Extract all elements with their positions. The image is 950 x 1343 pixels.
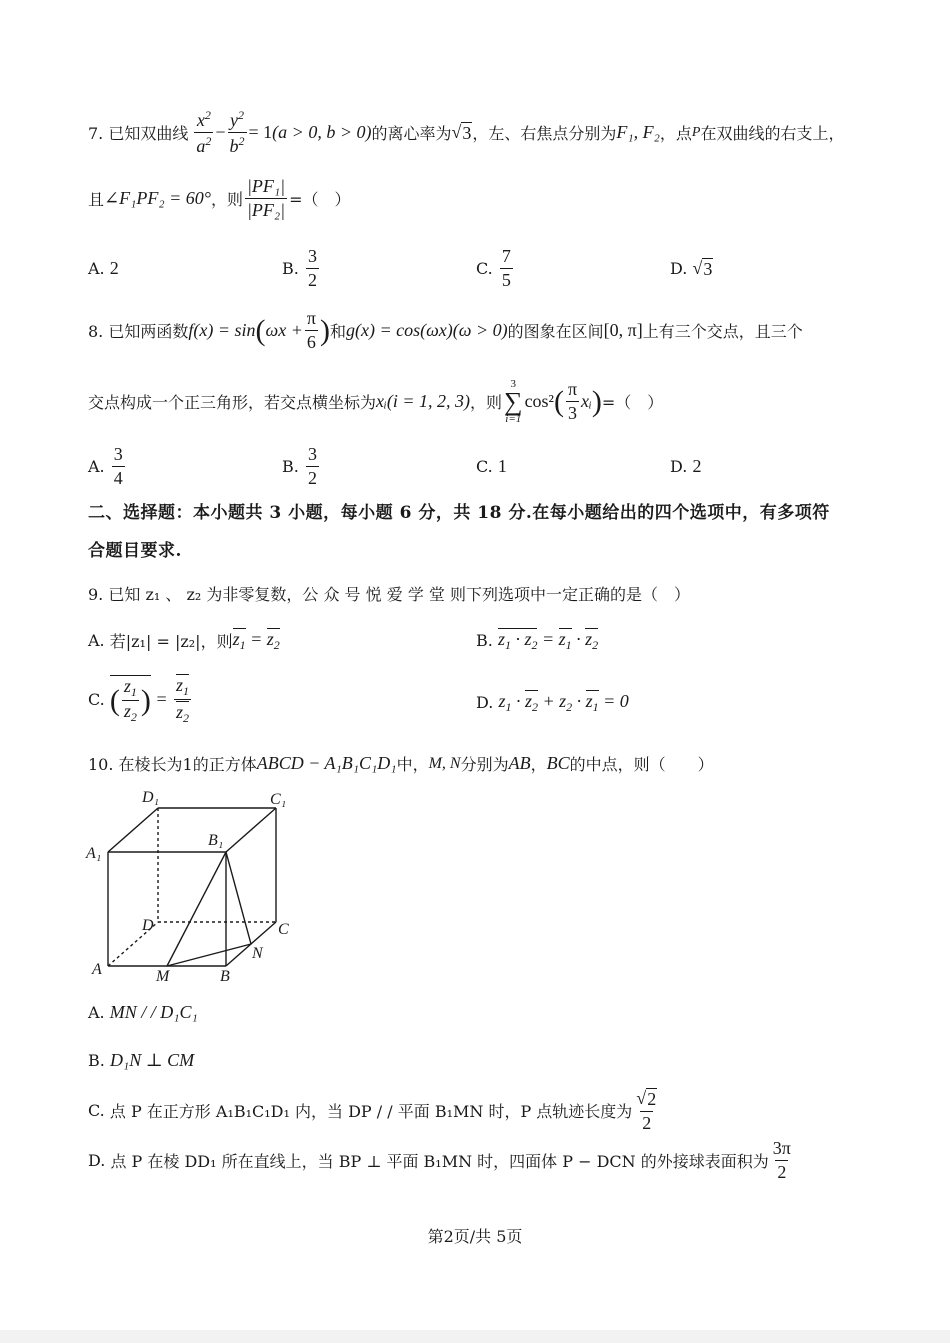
option-label: A. <box>88 259 105 278</box>
q7-text4: 在双曲线的右支上， <box>700 124 845 143</box>
q8-f-arg: ωx + <box>265 320 303 340</box>
option-math: $z_1 \cdot z_2 + z_2 \cdot z_1 = 0$ <box>498 691 629 714</box>
q7-line2 <box>88 176 351 221</box>
label-a1: A₁ <box>86 845 102 862</box>
q8-line2-end: =（ ） <box>601 393 664 413</box>
q7-foci: F₁, F₂ <box>616 122 660 142</box>
q9-stem: 9. 已知 z₁ 、 z₂ 为非零复数，公 众 号 悦 爱 学 堂 则下列选项中一定正确的是（ ） <box>88 585 690 604</box>
q9-option-d[interactable] <box>476 690 629 715</box>
q8-line1: 8. 已知两函数 f(x) = sin ( ωx + $\frac{\pi}{6}$ ) 和 g(x) = cos(ωx)(ω > 0) 的图象在区间 [0, π] 上有三个交点，且三个 <box>88 308 803 352</box>
option-fraction: $\frac{3}{2}$ <box>307 444 317 488</box>
option-label: D. <box>88 1151 106 1170</box>
q8-and: 和 <box>329 322 346 341</box>
q10-stem-mid2: 分别为 <box>460 755 509 774</box>
q9-option-a[interactable] <box>88 628 280 652</box>
edge-b1-c1 <box>226 808 276 852</box>
option-label: C. <box>88 1101 105 1121</box>
q7-option-c[interactable] <box>476 246 515 291</box>
q8-xi: xᵢ <box>376 391 387 412</box>
q8-pi-over-3: $\frac{\pi}{3}$ <box>567 379 578 424</box>
option-value: 2 <box>109 258 119 278</box>
label-c1: C₁ <box>270 791 287 808</box>
option-label: D. <box>670 259 688 279</box>
q7-ratio: $\frac{\text{|PF₁|}}{\text{|PF₂|}}$ <box>246 176 286 220</box>
q8-sum: 3 ∑ i=1 <box>504 378 523 426</box>
label-b1: B₁ <box>208 832 224 849</box>
option-label: C. <box>476 457 493 476</box>
option-value: 1 <box>497 456 507 476</box>
option-value: 2 <box>692 456 702 476</box>
q10-option-c[interactable] <box>88 1088 661 1134</box>
option-math: $z_1 \cdot z_2 = z_1 \cdot z_2$ <box>497 629 599 652</box>
q8-index: (i = 1, 2, 3) <box>386 391 470 412</box>
q8-pi-over-6: $\frac{\pi}{6}$ <box>306 308 316 352</box>
q8-g: g(x) = cos(ωx)(ω > 0) <box>345 320 508 340</box>
q10-stem-end: 的中点，则（ ） <box>569 755 714 774</box>
cube-figure <box>80 788 310 988</box>
q10-stem <box>88 752 714 775</box>
q8-option-d[interactable] <box>670 456 701 477</box>
q8-f: f(x) = sin <box>188 320 256 340</box>
q7-text2: ，左、右焦点分别为 <box>472 124 617 143</box>
q7-option-d[interactable] <box>670 258 713 280</box>
q7-text1: 的离心率为 <box>371 124 452 143</box>
q7-option-a[interactable] <box>88 258 119 279</box>
q7-eq-rest: = 1 <box>248 122 273 142</box>
q7-angle: ∠F₁PF₂ = 60° <box>104 188 211 208</box>
q7-line2-mid: ，则 <box>210 190 243 209</box>
option-fraction: $\frac{3}{4}$ <box>113 444 123 488</box>
q10-option-a[interactable] <box>88 1002 198 1023</box>
option-fraction: $\frac{3\pi}{2}$ <box>772 1138 791 1182</box>
option-label: B. <box>282 457 299 476</box>
edge-b1-n <box>226 852 251 944</box>
option-math: ( $\frac{z_1}{z_2}$ ) = $\frac{z_1}{z_2}$ <box>109 675 190 726</box>
q7-cond: (a > 0, b > 0) <box>272 122 372 142</box>
option-label: D. <box>476 693 494 712</box>
option-label: A. <box>88 630 105 650</box>
section-2-heading-cont: 合题目要求. <box>88 541 182 561</box>
q7-option-b[interactable] <box>282 246 321 291</box>
page-bottom-band <box>0 1330 950 1343</box>
label-d1: D₁ <box>142 789 160 806</box>
option-label: C. <box>88 690 105 710</box>
q8-option-a[interactable] <box>88 444 127 489</box>
q7-frac-x: $\frac{x^2}{a^2}$ <box>196 108 212 156</box>
option-label: A. <box>88 457 105 476</box>
edge-b1-m <box>167 852 226 966</box>
q8-xi2: xᵢ <box>581 391 592 412</box>
q8-text2: 上有三个交点，且三个 <box>642 322 803 341</box>
q10-option-d[interactable] <box>88 1138 795 1183</box>
label-d: D <box>142 917 154 934</box>
section-2-heading: 二、选择题：本小题共 3 小题，每小题 6 分，共 18 分.在每小题给出的四个选项中，有多项符 <box>88 503 830 523</box>
option-label: B. <box>88 1051 105 1070</box>
option-label: C. <box>476 259 493 278</box>
q8-lead: 8. 已知两函数 <box>88 322 189 341</box>
q10-mn: M, N <box>428 754 461 772</box>
q9-option-b[interactable] <box>476 628 598 652</box>
q8-line2-lead: 交点构成一个正三角形，若交点横坐标为 <box>88 393 377 413</box>
option-label: B. <box>476 630 493 650</box>
option-sqrt: √ 3 <box>692 258 713 279</box>
edge-a1-d1 <box>108 808 158 852</box>
q10-ab: AB <box>508 753 531 773</box>
q8-option-b[interactable] <box>282 444 321 489</box>
option-fraction: $\frac{3}{2}$ <box>307 246 317 290</box>
label-n: N <box>252 945 263 962</box>
option-math: D₁N ⊥ CM <box>109 1050 195 1070</box>
label-b: B <box>220 968 230 985</box>
option-text: 若|z₁| = |z₂|，则 <box>109 631 233 651</box>
q7-line1: 7. 已知双曲线 $\frac{x^2}{a^2}$ − $\frac{y^2}{b^2}$ = 1 (a > 0, b > 0) 的离心率为 √ 3 ，左、右焦点分别为 F₁, F₂ ，点 P 在双曲线的右支上， <box>88 108 845 156</box>
q8-text1: 的图象在区间 <box>507 322 604 341</box>
q8-line2: 交点构成一个正三角形，若交点横坐标为 xᵢ (i = 1, 2, 3) ，则 3 ∑ i=1 cos² ( $\frac{\pi}{3}$ xᵢ ) =（ ） <box>88 378 664 426</box>
q8-line2-mid: ，则 <box>470 393 503 413</box>
page-footer: 第2页/共 5页 <box>427 1227 523 1246</box>
option-text: 点 P 在棱 DD₁ 所在直线上，当 BP ⊥ 平面 B₁MN 时，四面体 P − DCN 的外接球表面积为 <box>110 1152 769 1171</box>
q10-bc: BC <box>546 753 570 773</box>
q8-option-c[interactable] <box>476 456 507 477</box>
q9-option-c[interactable] <box>88 674 193 725</box>
q7-lead: 7. 已知双曲线 <box>88 124 189 143</box>
q10-sep: ， <box>530 755 547 774</box>
q7-text3: ，点 <box>659 124 692 143</box>
option-label: B. <box>282 259 299 278</box>
q7-line2-lead: 且 <box>88 190 105 209</box>
q10-stem-lead: 10. 在棱长为1的正方体 <box>88 755 257 774</box>
q8-cos2: cos² <box>524 391 554 412</box>
label-m: M <box>156 968 170 985</box>
label-a: A <box>92 961 102 978</box>
option-label: A. <box>88 1003 105 1022</box>
q10-stem-mid: 中， <box>396 755 429 774</box>
q8-interval: [0, π] <box>603 320 643 340</box>
option-fraction: √ 2 2 <box>636 1088 657 1133</box>
q10-cube: ABCD − A₁B₁C₁D₁ <box>256 753 397 773</box>
q7-line2-end: =（ ） <box>289 190 351 209</box>
option-fraction: $\frac{7}{5}$ <box>501 246 511 290</box>
q7-ecc: √ 3 <box>451 121 472 143</box>
option-label: D. <box>670 457 688 476</box>
q7-P: P <box>691 124 701 140</box>
label-c: C <box>278 921 289 938</box>
q10-option-b[interactable] <box>88 1050 194 1071</box>
option-math: $z_1 = z_2$ <box>232 629 280 652</box>
q7-frac-y: $\frac{y^2}{b^2}$ <box>229 108 245 156</box>
option-text: 点 P 在正方形 A₁B₁C₁D₁ 内，当 DP / / 平面 B₁MN 时，P 点轨迹长度为 <box>109 1102 633 1122</box>
option-math: MN / / D₁C₁ <box>109 1002 198 1022</box>
